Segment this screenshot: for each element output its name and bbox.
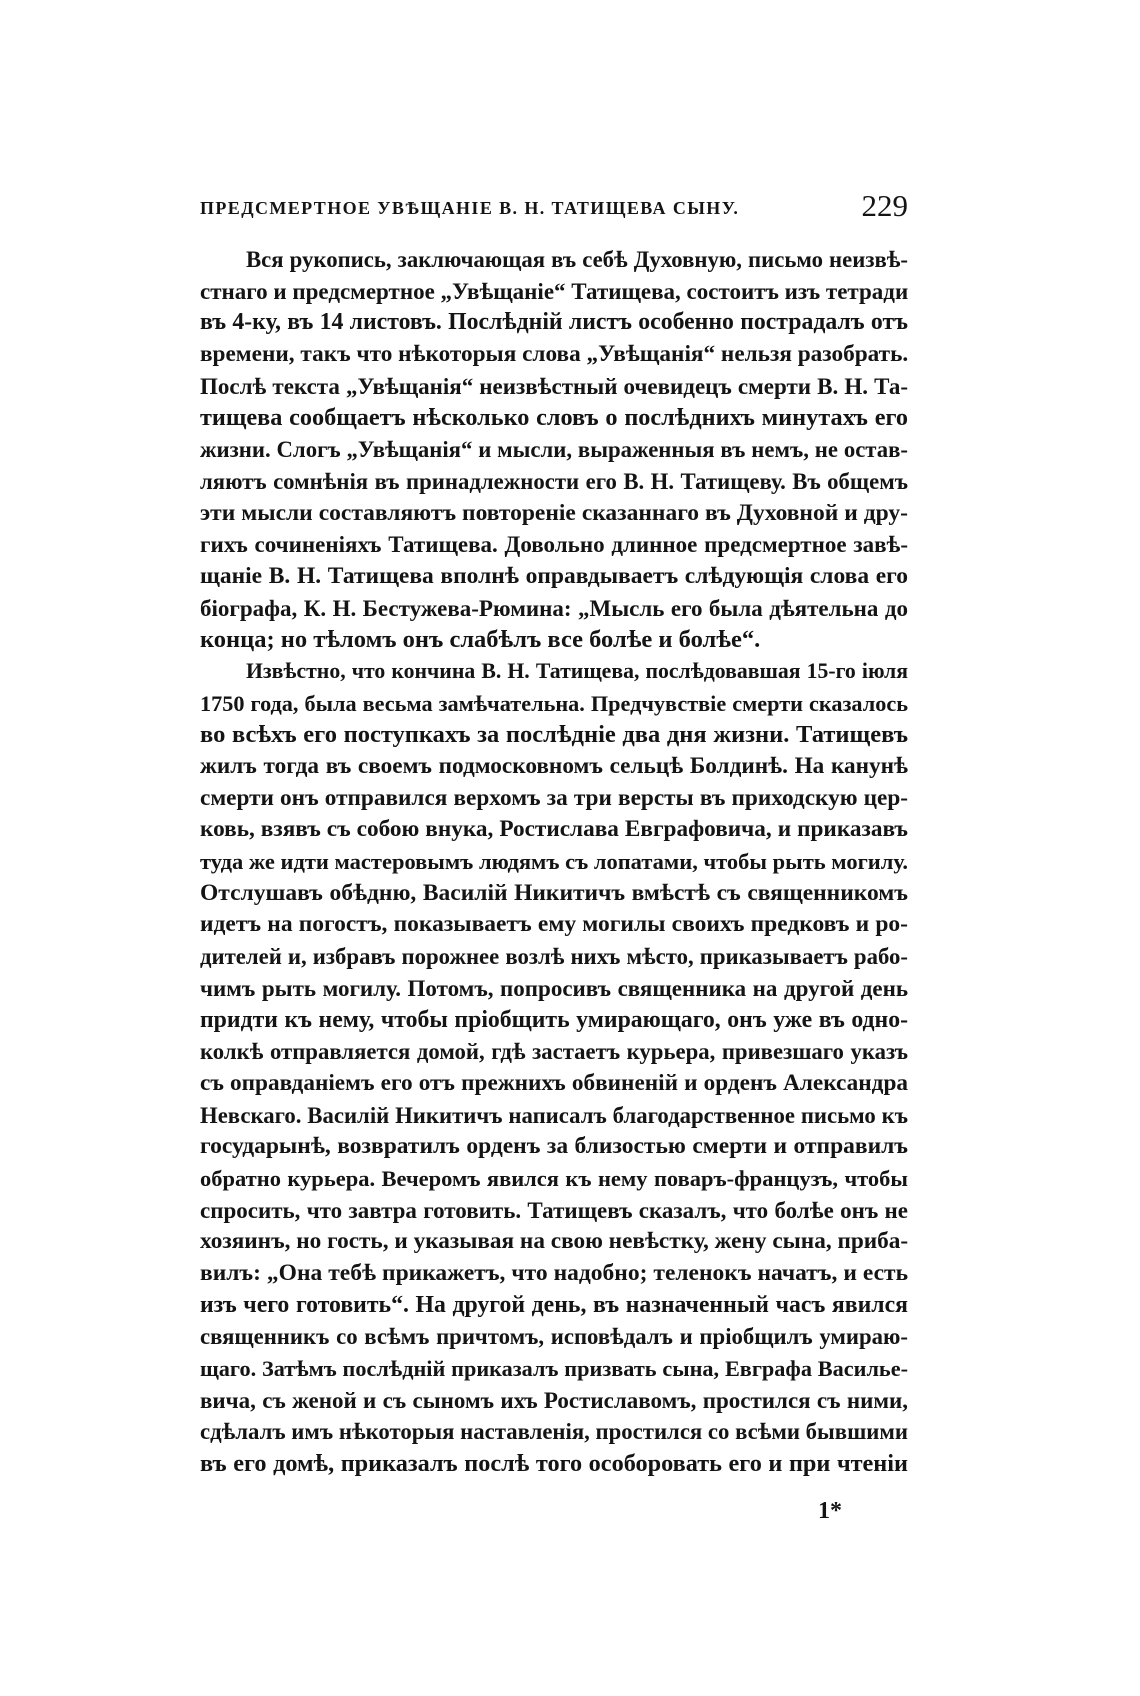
text-line: времени, такъ что нѣкоторыя слова „Увѣщанія“ нельзя разобрать. [200,341,908,368]
page-number: 229 [861,188,908,223]
text-line: священникъ со всѣмъ причтомъ, исповѣдалъ и пріобщилъ умираю- [200,1324,908,1350]
text-line: Вся рукопись, заключающая въ себѣ Духовную, письмо неизвѣ- [246,247,908,272]
text-line: придти къ нему, чтобы пріобщить умирающаго, онъ уже въ одно- [200,1006,908,1033]
text-line: туда же идти мастеровымъ людямъ съ лопатами, чтобы рыть могилу. [200,849,908,875]
body-text [200,244,908,1480]
text-line: въ его домѣ, приказалъ послѣ того особоровать его и при чтеніи [200,1450,908,1478]
text-line: біографа, К. Н. Бестужева-Рюмина: „Мысль его была дѣятельна до [200,595,908,621]
text-line: въ 4-ку, въ 14 листовъ. Послѣдній листъ особенно пострадалъ отъ [200,309,908,336]
text-line: ковь, взявъ съ собою внука, Ростислава Евграфовича, и приказавъ [200,816,908,843]
text-line: хозяинъ, но гость, и указывая на свою невѣстку, жену сына, приба- [200,1228,908,1255]
text-line: обратно курьера. Вечеромъ явился къ нему поваръ-французъ, чтобы [200,1165,908,1191]
text-line: стнаго и предсмертное „Увѣщаніе“ Татищева, состоитъ изъ тетради [200,278,908,304]
text-line: конца; но тѣломъ онъ слабѣлъ все болѣе и болѣе“. [200,626,761,654]
text-line: съ оправданіемъ его отъ прежнихъ обвиненій и орденъ Александра [200,1069,908,1096]
text-line: ляютъ сомнѣнія въ принадлежности его В. Н. Татищеву. Въ общемъ [200,468,908,494]
text-line: колкѣ отправляется домой, гдѣ застаетъ курьера, привезшаго указъ [200,1039,908,1065]
text-line: щаніе В. Н. Татищева вполнѣ оправдываетъ слѣдующія слова его [200,562,908,589]
text-line: Отслушавъ обѣдню, Василій Никитичъ вмѣстѣ съ священникомъ [200,879,908,906]
text-line: во всѣхъ его поступкахъ за послѣдніе два дня жизни. Татищевъ [200,721,908,749]
text-line: тищева сообщаетъ нѣсколько словъ о послѣднихъ минутахъ его [200,404,908,432]
text-line: жилъ тогда въ своемъ подмосковномъ сельцѣ Болдинѣ. На канунѣ [200,753,908,779]
text-line: спросить, что завтра готовить. Татищевъ сказалъ, что болѣе онъ не [200,1197,908,1223]
text-line: Извѣстно, что кончина В. Н. Татищева, послѣдовавшая 15-го іюля [246,658,908,683]
text-line: Послѣ текста „Увѣщанія“ неизвѣстный очевидецъ смерти В. Н. Та- [200,373,908,399]
text-line: чимъ рыть могилу. Потомъ, попросивъ священника на другой день [200,975,908,1001]
signature-mark: 1* [818,1498,842,1524]
text-line: идетъ на погостъ, показываетъ ему могилы своихъ предковъ и ро- [200,911,908,938]
running-title: ПРЕДСМЕРТНОЕ УВѢЩАНІЕ В. Н. ТАТИЩЕВА СЫНУ. [200,198,740,218]
text-line: вича, съ женой и съ сыномъ ихъ Ростиславомъ, простился съ ними, [200,1387,908,1413]
text-line: 1750 года, была весьма замѣчательна. Предчувствіе смерти сказалось [200,690,908,716]
text-line: жизни. Слогъ „Увѣщанія“ и мысли, выраженныя въ немъ, не остав- [200,437,908,463]
text-line: государынѣ, возвратилъ орденъ за близостью смерти и отправилъ [200,1133,908,1160]
text-line: щаго. Затѣмъ послѣдній приказалъ призвать сына, Евграфа Василье- [200,1356,908,1382]
text-line: изъ чего готовить“. На другой день, въ назначенный часъ явился [200,1291,908,1318]
text-line: Невскаго. Василій Никитичъ написалъ благодарственное письмо къ [200,1102,908,1128]
text-line: смерти онъ отправился верхомъ за три версты въ приходскую цер- [200,784,908,811]
text-line: сдѣлалъ имъ нѣкоторыя наставленія, простился со всѣми бывшими [200,1419,908,1445]
text-line: эти мысли составляютъ повтореніе сказаннаго въ Духовной и дру- [200,499,908,526]
text-line: дителей и, избравъ порожнее возлѣ нихъ мѣсто, приказываетъ рабо- [200,944,908,970]
page-header [200,188,908,228]
text-line: гихъ сочиненіяхъ Татищева. Довольно длинное предсмертное завѣ- [200,532,908,558]
text-line: вилъ: „Она тебѣ прикажетъ, что надобно; теленокъ начатъ, и есть [200,1260,908,1286]
